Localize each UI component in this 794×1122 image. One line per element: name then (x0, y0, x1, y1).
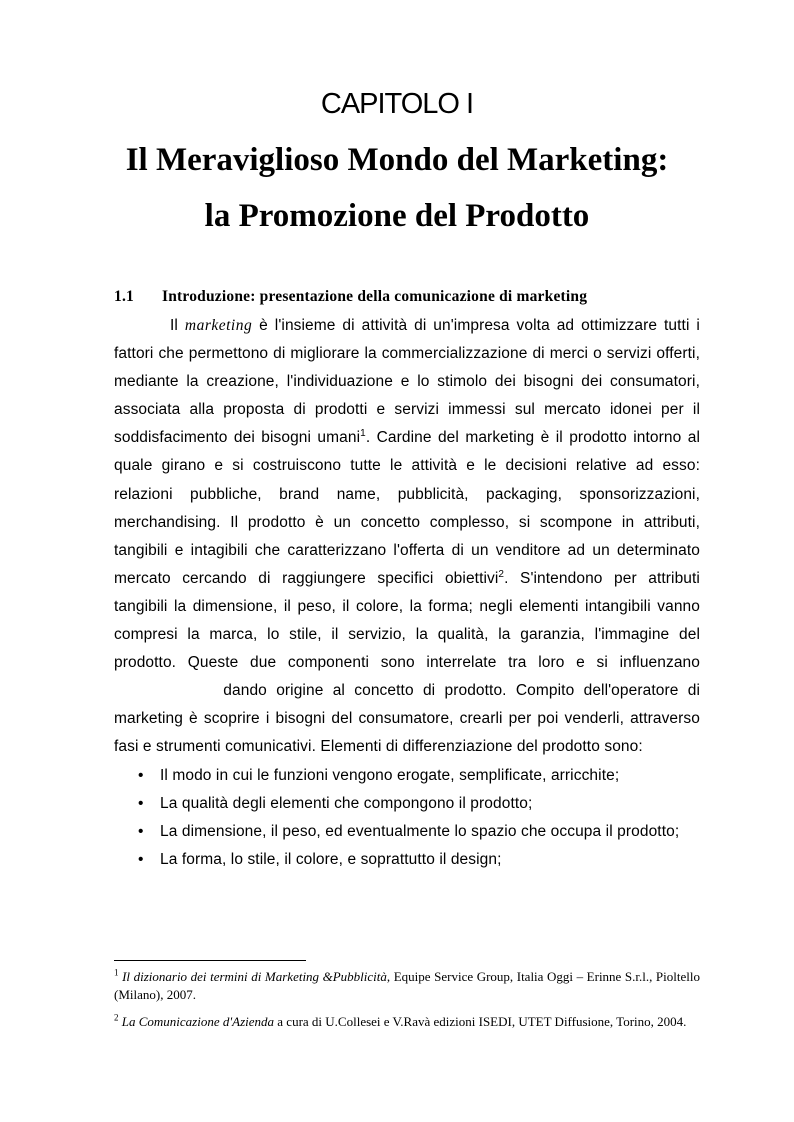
footnote-marker: 2 (114, 1012, 119, 1023)
list-item (114, 762, 700, 790)
body-text (114, 312, 700, 874)
footnote-divider (114, 960, 306, 961)
list-item-text: La forma, lo stile, il colore, e soprattutto il design; (160, 850, 502, 868)
paragraph-part-3: . S'intendono per attributi tangibili la dimensione, il peso, il colore, la forma; negli elementi intangibili vanno compresi la marca, lo stile, il servizio, la qualità, la garanzia, l'immagine del prodotto. Queste due componenti sono interrelate tra loro e si influenzano (114, 569, 700, 672)
footnote-title: La Comunicazione d'Azienda (121, 1014, 275, 1029)
section-heading (114, 288, 587, 306)
paragraph-part-1: è l'insieme di attività di un'impresa volta ad ottimizzare tutti i fattori che permettono di migliorare la commercializzazione di merci o servizi offerti, mediante la creazione, l'individuazione e lo stimolo dei bisogni dei consumatori, associata alla proposta di prodotti e servizi immessi sul mercato idonei per il soddisfacimento dei bisogni umani (114, 317, 700, 447)
footnote-text: , Equipe Service Group, Italia Oggi – Erinne S.r.l., Pioltello (Milano), 2007. (114, 969, 700, 1002)
chapter-title-line-2: la Promozione del Prodotto (204, 198, 590, 234)
chapter-title-line-1: Il Meraviglioso Mondo del Marketing: (125, 142, 669, 178)
section-number: 1.1 (114, 288, 134, 305)
list-item-text: La dimensione, il peso, ed eventualmente lo spazio che occupa il prodotto; (160, 822, 680, 840)
footnote-ref-2[interactable]: 2 (498, 568, 505, 580)
paragraph-part-4: dando origine al concetto di prodotto. Compito dell'operatore di marketing è scoprire i bisogni del consumatore, crearli per poi venderli, attraverso fasi e strumenti comunicativi. Elementi di differenziazione del prodotto sono: (114, 682, 700, 756)
list-item (114, 790, 700, 818)
bullet-icon: • (138, 794, 144, 812)
bullet-icon: • (138, 822, 144, 840)
main-paragraph (114, 312, 700, 762)
footnote-text: a cura di U.Collesei e V.Ravà edizioni ISEDI, UTET Diffusione, Torino, 2004. (274, 1014, 687, 1029)
footnote-2 (114, 1013, 700, 1031)
footnote-ref-1[interactable]: 1 (360, 428, 366, 440)
italic-term: marketing (184, 317, 253, 334)
bullet-icon: • (138, 766, 144, 784)
intro-word: Il (170, 317, 178, 334)
footnote-title: Il dizionario dei termini di Marketing &Pubblicità (122, 969, 387, 984)
list-item (114, 818, 700, 846)
list-item-text: Il modo in cui le funzioni vengono erogate, semplificate, arricchite; (160, 766, 620, 784)
list-item (114, 846, 700, 874)
chapter-label: CAPITOLO I (320, 88, 474, 120)
footnote-marker: 1 (114, 967, 119, 978)
differentiation-list (114, 762, 700, 874)
footnote-1 (114, 968, 700, 1004)
bullet-icon: • (138, 850, 144, 868)
section-title: Introduzione: presentazione della comunicazione di marketing (162, 288, 588, 305)
paragraph-part-2: . Cardine del marketing è il prodotto intorno al quale girano e si costruiscono tutte le attività e le decisioni relative ad esso: relazioni pubbliche, brand name, pubblicità, packaging, sponsorizzazioni, merchandising. Il prodotto è un concetto complesso, si scompone in attributi, tangibili e intagibili che caratterizzano l'offerta di un venditore ad un determinato mercato cercando di raggiungere specifici obiettivi (114, 429, 700, 587)
list-item-text: La qualità degli elementi che compongono il prodotto; (160, 794, 533, 812)
